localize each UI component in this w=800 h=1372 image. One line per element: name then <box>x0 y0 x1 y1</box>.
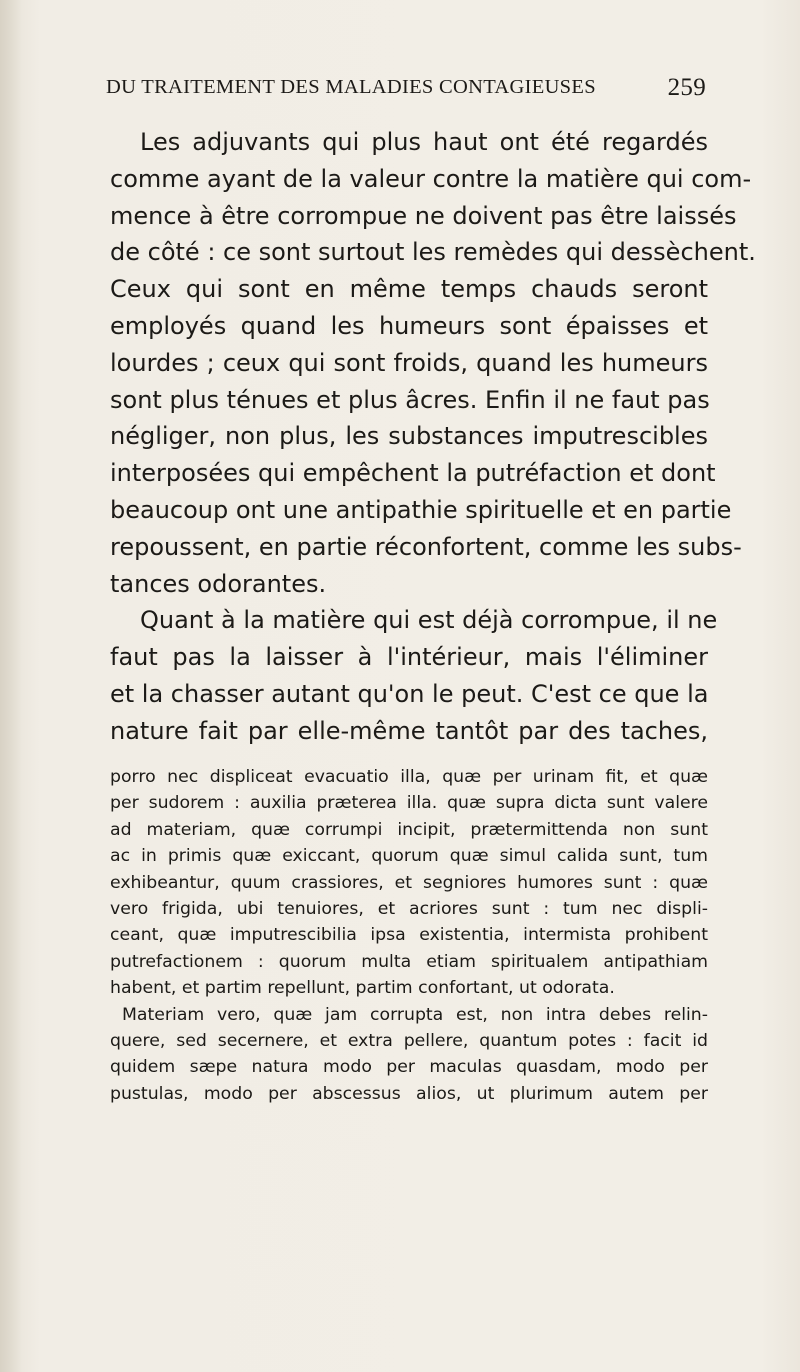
latin-line: Materiam vero, quæ jam corrupta est, non intra debes relin- <box>122 1004 708 1025</box>
french-line: Quant à la matière qui est déjà corrompue, il ne <box>140 606 718 635</box>
running-head-title: DU TRAITEMENT DES MALADIES CONTAGIEUSES <box>106 76 596 98</box>
french-line: négliger, non plus, les substances imputrescibles <box>110 422 708 451</box>
latin-line: ac in primis quæ exiccant, quorum quæ simul calida sunt, tum <box>110 846 708 867</box>
latin-line: habent, et partim repellunt, partim confortant, ut odorata. <box>110 978 615 999</box>
french-line: tances odorantes. <box>110 569 327 598</box>
french-line: nature fait par elle-même tantôt par des taches, <box>110 716 708 745</box>
french-line: sont plus ténues et plus âcres. Enfin il ne faut pas <box>110 385 710 414</box>
french-line: interposées qui empêchent la putréfaction et dont <box>110 459 716 488</box>
latin-line: exhibeantur, quum crassiores, et segniores humores sunt : quæ <box>110 872 708 893</box>
french-line: faut pas la laisser à l'intérieur, mais l'éliminer <box>110 643 708 672</box>
french-line: beaucoup ont une antipathie spirituelle et en partie <box>110 495 732 524</box>
running-head <box>106 76 706 106</box>
french-line: Les adjuvants qui plus haut ont été regardés <box>140 128 708 156</box>
french-line: comme ayant de la valeur contre la matière qui com- <box>110 164 752 193</box>
latin-line: quidem sæpe natura modo per maculas quasdam, modo per <box>110 1057 708 1078</box>
latin-line: quere, sed secernere, et extra pellere, quantum potes : facit id <box>110 1031 708 1052</box>
gutter-shadow <box>0 0 22 1372</box>
french-line: et la chasser autant qu'on le peut. C'est ce que la <box>110 679 709 708</box>
french-line: mence à être corrompue ne doivent pas être laissés <box>110 201 737 230</box>
french-line: repoussent, en partie réconfortent, comme les subs- <box>110 532 742 561</box>
latin-line: putrefactionem : quorum multa etiam spiritualem antipathiam <box>110 951 708 972</box>
latin-line: ad materiam, quæ corrumpi incipit, prætermittenda non sunt <box>110 819 708 840</box>
french-text-block <box>110 124 756 750</box>
latin-line: vero frigida, ubi tenuiores, et acriores sunt : tum nec displi- <box>110 899 708 920</box>
french-line: Ceux qui sont en même temps chauds seront <box>110 275 708 304</box>
page-number: 259 <box>667 74 706 101</box>
latin-line: pustulas, modo per abscessus alios, ut plurimum autem per <box>110 1083 708 1104</box>
french-line: de côté : ce sont surtout les remèdes qui dessèchent. <box>110 238 756 267</box>
latin-footnote-block <box>110 764 708 1107</box>
french-line: lourdes ; ceux qui sont froids, quand les humeurs <box>110 348 708 377</box>
latin-line: per sudorem : auxilia præterea illa. quæ supra dicta sunt valere <box>110 793 708 814</box>
latin-line: porro nec displiceat evacuatio illa, quæ per urinam fit, et quæ <box>110 767 708 787</box>
latin-line: ceant, quæ imputrescibilia ipsa existentia, intermista prohibent <box>110 925 708 946</box>
french-line: employés quand les humeurs sont épaisses et <box>110 311 708 340</box>
